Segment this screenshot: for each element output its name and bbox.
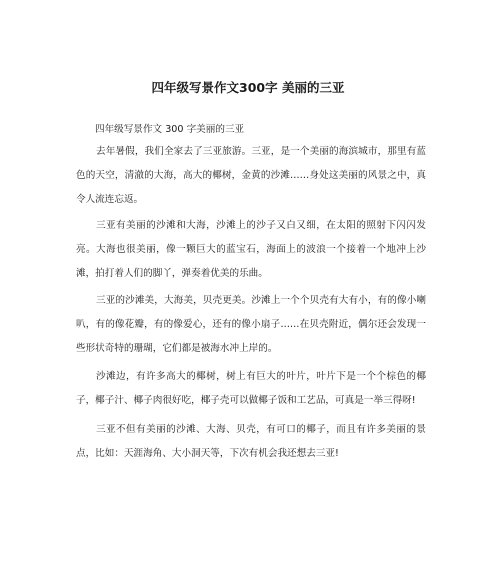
paragraph-5: 三亚不但有美丽的沙滩、大海、贝壳，有可口的椰子，而且有许多美丽的景点，比如：天涯海角、大小洞天等，下次有机会我还想去三亚! [76, 424, 426, 459]
paragraph-3: 三亚的沙滩美，大海美，贝壳更美。沙滩上一个个贝壳有大有小，有的像小喇叭，有的像花瓣，有的像爱心，还有的像小扇子……在贝壳附近，偶尔还会发现一些形状奇特的珊瑚，它们都是被海水冲上岸的。 [76, 295, 426, 354]
document-title: 四年级写景作文300字 美丽的三亚 [151, 80, 345, 95]
paragraph-2: 三亚有美丽的沙滩和大海，沙滩上的沙子又白又细，在太阳的照射下闪闪发亮。大海也很美丽，像一颗巨大的蓝宝石，海面上的波浪一个接着一个地冲上沙滩，拍打着人们的脚丫，弹奏着优美的乐曲。 [76, 220, 426, 279]
paragraph-1: 去年暑假，我们全家去了三亚旅游。三亚，是一个美丽的海滨城市，那里有蓝色的天空，清澈的大海，高大的椰树，金黄的沙滩……身处这美丽的风景之中，真令人流连忘返。 [76, 146, 426, 205]
document-subtitle: 四年级写景作文 300 字美丽的三亚 [95, 124, 245, 135]
paragraph-4: 沙滩边，有许多高大的椰树，树上有巨大的叶片，叶片下是一个个棕色的椰子，椰子汁、椰子肉很好吃，椰子壳可以做椰子饭和工艺品，可真是一举三得呀! [76, 371, 426, 406]
